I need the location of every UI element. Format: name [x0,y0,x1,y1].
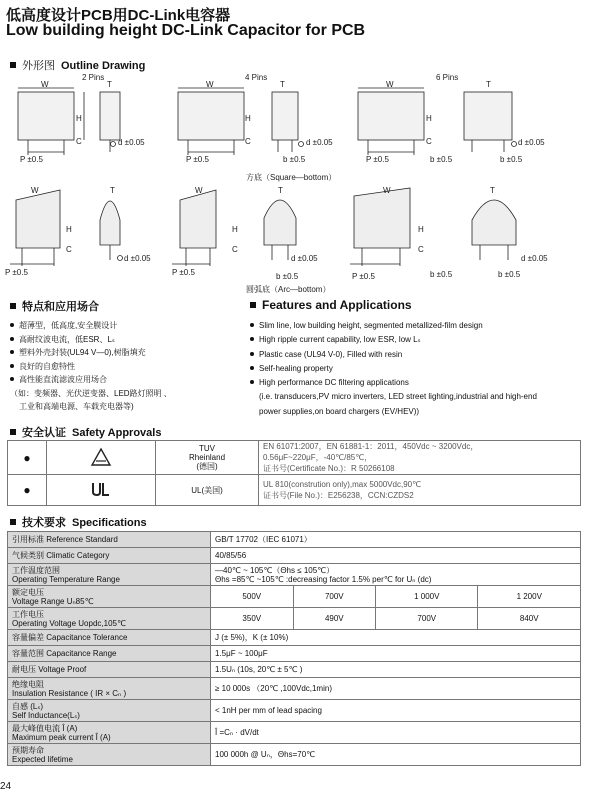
dim-w-5: W [195,186,203,195]
list-item: 高耐纹波电流，低ESR、Lₛ [10,333,172,347]
spec-value: 1 200V [478,586,581,608]
dim-p-3: P ±0.5 [366,155,389,164]
bullet-icon [250,352,254,356]
dim-d-5: d ±0.05 [291,254,318,263]
pins-2-label: 2 Pins [82,73,105,82]
spec-label: 容量范围 Capacitance Range [8,646,211,662]
table-row [8,564,581,586]
dim-c-6: C [418,245,424,254]
section-square-icon [10,303,16,309]
list-item: 高性能直流滤波应用场合 [10,373,172,387]
drawing-2pin-square [18,88,120,155]
spec-label: 耐电压 Voltage Proof [8,662,211,678]
dim-t-5: T [278,186,283,195]
spec-value: 700V [376,608,478,630]
dim-h-5: H [232,225,238,234]
table-row [8,744,581,766]
spec-value: < 1nH per mm of lead spacing [211,700,581,722]
spec-value: 40/85/56 [211,548,581,564]
spec-label: 自感 (Lₛ) Self Inductance(Lₛ) [8,700,211,722]
list-subitem: (i.e. transducers,PV micro inverters, LED street lighting,industrial and high-end [259,392,537,402]
spec-value: 1 000V [376,586,478,608]
bullet-cell: ● [8,475,47,506]
caption-square-bottom: 方底（Square—bottom） [246,173,337,182]
dim-t-6: T [490,186,495,195]
tuv-triangle-icon [90,447,112,467]
spec-value: Î =Cₙ · dV/dt [211,722,581,744]
ul-icon [90,480,112,498]
bullet-icon [250,337,254,341]
dim-h-2: H [245,114,251,123]
spec-value: 350V [211,608,294,630]
list-subitem: 工业和高端电源、车载充电器等) [19,402,134,411]
table-row [8,630,581,646]
dim-t-3: T [486,80,491,89]
list-subitem: power supplies,on board chargers (EV/HEV)) [259,406,420,416]
bullet-icon [10,364,14,368]
bullet-icon [10,377,14,381]
dim-t-4: T [110,186,115,195]
dim-b-3a: b ±0.5 [430,155,453,164]
spec-value: —40℃ ~ 105℃（Θhs ≤ 105℃） Θhs =85℃ ~105℃ :decreasing factor 1.5% per℃ for Uₙ (dc) [211,564,581,586]
bullet-icon [10,350,14,354]
dim-w-6: W [383,186,391,195]
spec-value: 1.5Uₙ (10s, 20℃ ± 5℃ ) [211,662,581,678]
spec-label: 工作温度范围 Operating Temperature Range [8,564,211,586]
title-en: Low building height DC-Link Capacitor for PCB [6,22,366,39]
bullet-icon [10,337,14,341]
outline-drawing [0,70,597,300]
bullet-icon [250,323,254,327]
dim-w-4: W [31,186,39,195]
dim-w-3: W [386,80,394,89]
bullet-icon [250,380,254,384]
table-row [8,586,581,608]
drawing-6pin-arc [350,188,516,266]
bullet-icon [250,366,254,370]
dim-t-1: T [107,80,112,89]
pins-6-label: 6 Pins [436,73,459,82]
dim-d-1: d ±0.05 [118,138,145,147]
specs-table [7,531,581,766]
table-row [8,678,581,700]
list-item: High ripple current capability, low ESR, low Lₛ [250,333,537,347]
spec-label: 工作电压 Operating Voltage Uopdc,105℃ [8,608,211,630]
bullet-icon [10,323,14,327]
dim-w-2: W [206,80,214,89]
safety-table [7,440,581,506]
dim-d-6: d ±0.05 [521,254,548,263]
section-square-icon [250,302,256,308]
section-square-icon [10,62,16,68]
tuv-logo-cell [47,441,156,475]
table-row [8,532,581,548]
table-row [8,662,581,678]
list-subitem: （如：变频器、光伏逆变器、LED路灯照明 、 [10,388,172,398]
ul-org-cell: UL(美国) [156,475,259,506]
list-item: Plastic case (UL94 V-0), Filled with resin [250,348,537,362]
spec-label: 容量偏差 Capacitance Tolerance [8,630,211,646]
features-heading-cn: 特点和应用场合 [10,298,105,314]
spec-value: 700V [293,586,376,608]
dim-h-3: H [426,114,432,123]
list-item: Slim line, low building height, segmented metallized-film design [250,319,537,333]
spec-value: 500V [211,586,294,608]
list-item: 塑料外壳封装(UL94 V—0),树脂填充 [10,346,172,360]
dim-h-1: H [76,114,82,123]
spec-value: GB/T 17702（IEC 61071） [211,532,581,548]
table-row [8,475,581,506]
pins-4-label: 4 Pins [245,73,268,82]
dim-c-3: C [426,137,432,146]
dim-h-4: H [66,225,72,234]
section-square-icon [10,429,16,435]
list-item: 超薄型，低高度,安全膜设计 [10,319,172,333]
spec-label: 绝缘电阻 Insulation Resistance ( IR × Cₙ ) [8,678,211,700]
table-row [8,722,581,744]
title-cn: 低高度设计PCB用DC-Link电容器 [6,7,231,24]
spec-value: ≥ 10 000s （20℃ ,100Vdc,1min) [211,678,581,700]
section-square-icon [10,519,16,525]
spec-value: 1.5μF ~ 100μF [211,646,581,662]
dim-c-4: C [66,245,72,254]
spec-label: 引用标准 Reference Standard [8,532,211,548]
dim-b-6b: b ±0.5 [498,270,521,279]
list-item: Self-healing property [250,362,537,376]
table-row [8,646,581,662]
dim-p-4: P ±0.5 [5,268,28,277]
dim-p-5: P ±0.5 [172,268,195,277]
list-item: 良好的自愈特性 [10,360,172,374]
dim-b-2: b ±0.5 [283,155,306,164]
list-item: High performance DC filtering applications [250,376,537,390]
spec-value: 100 000h @ Uₙ，Θhs=70℃ [211,744,581,766]
dim-d-2: d ±0.05 [306,138,333,147]
dim-b-5: b ±0.5 [276,272,299,281]
dim-p-6: P ±0.5 [352,272,375,281]
dim-b-6a: b ±0.5 [430,270,453,279]
caption-arc-bottom: 圆弧底（Arc—bottom） [246,285,331,294]
table-row [8,700,581,722]
spec-value: 840V [478,608,581,630]
spec-label: 最大峰值电流 Î (A) Maximum peak current Î (A) [8,722,211,744]
tuv-org-cell: TUV Rheinland (德国) [156,441,259,475]
dim-w-1: W [41,80,49,89]
drawing-4pin-square [178,88,304,155]
specs-heading: 技术要求 Specifications [10,514,147,530]
dim-p-1: P ±0.5 [20,155,43,164]
dim-d-4: d ±0.05 [124,254,151,263]
spec-label: 预期寿命 Expected lifetime [8,744,211,766]
table-row [8,441,581,475]
dim-t-2: T [280,80,285,89]
tuv-detail-cell: EN 61071:2007，EN 61881-1：2011，450Vdc ~ 3200Vdc，0.56μF~220μF，-40℃/85℃， 证书号(Certificate No.)：R 50266108 [259,441,581,475]
ul-detail-cell: UL 810(constrution only),max 5000Vdc,90℃ 证书号(File No.)：E256238，CCN:CZDS2 [259,475,581,506]
dim-c-2: C [245,137,251,146]
dim-c-1: C [76,137,82,146]
safety-heading: 安全认证 Safety Approvals [10,424,161,440]
dim-p-2: P ±0.5 [186,155,209,164]
spec-value: J (± 5%)，K (± 10%) [211,630,581,646]
dim-c-5: C [232,245,238,254]
features-cn-list [10,319,172,414]
spec-label: 额定电压 Voltage Range Uₙ85℃ [8,586,211,608]
dim-b-3b: b ±0.5 [500,155,523,164]
ul-logo-cell [47,475,156,506]
bullet-cell: ● [8,441,47,475]
features-heading-en: Features and Applications [250,298,412,312]
spec-label: 气候类别 Climatic Category [8,548,211,564]
outline-heading: 外形图 Outline Drawing [10,57,145,73]
table-row [8,608,581,630]
page-number: 24 [0,781,12,792]
features-en-list [250,319,537,419]
dim-d-3: d ±0.05 [518,138,545,147]
spec-value: 490V [293,608,376,630]
table-row [8,548,581,564]
drawing-6pin-square [358,88,517,155]
dim-h-6: H [418,225,424,234]
